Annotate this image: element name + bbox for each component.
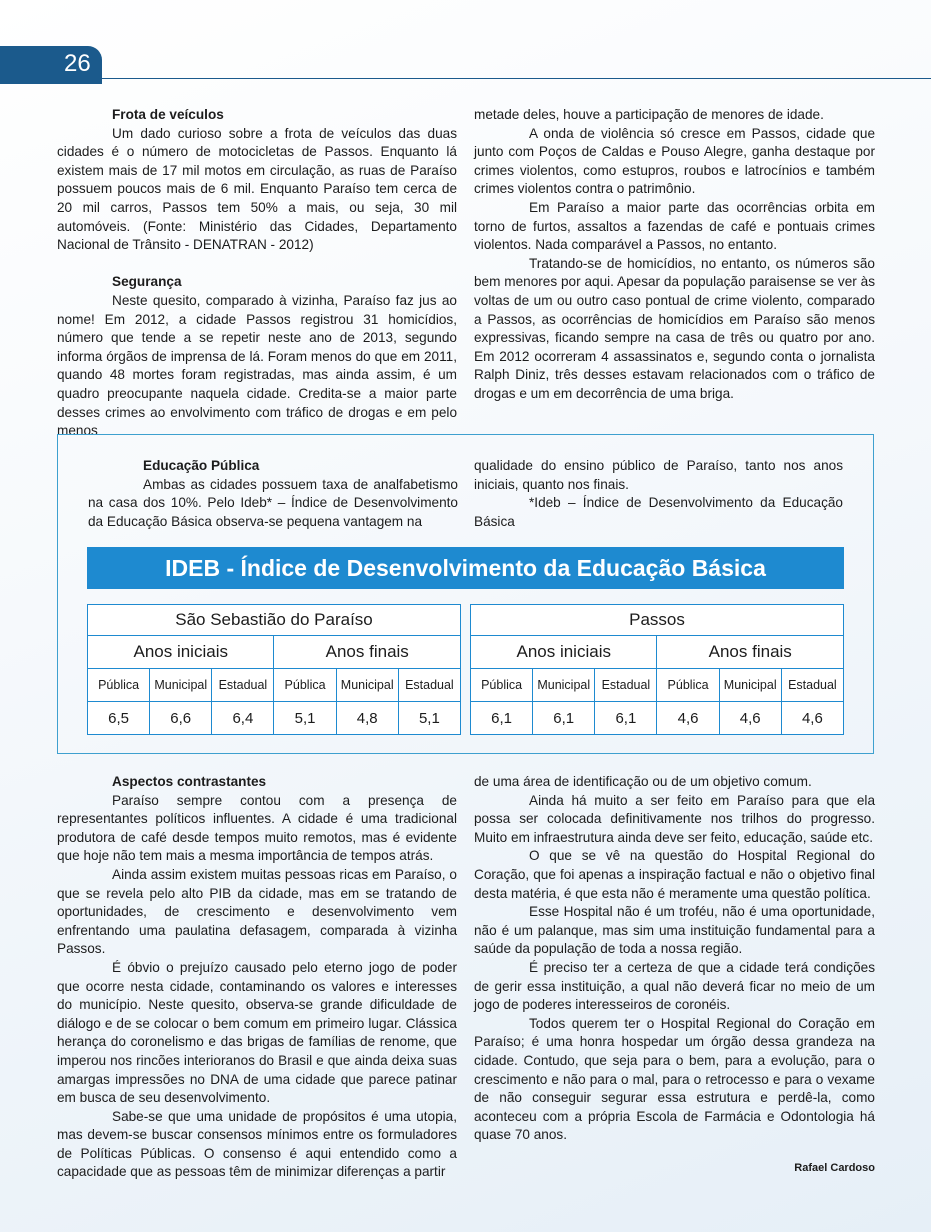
ideb-value: 6,5 <box>88 702 150 735</box>
ideb-table-paraiso <box>87 604 461 735</box>
ideb-value: 5,1 <box>274 702 336 735</box>
education-right-column <box>474 457 843 531</box>
city-name: São Sebastião do Paraíso <box>88 605 461 636</box>
ideb-banner: IDEB - Índice de Desenvolvimento da Educação Básica <box>87 547 844 589</box>
paragraph: de uma área de identificação ou de um objetivo comum. <box>474 774 812 789</box>
header-rule <box>102 78 931 79</box>
paragraph: Esse Hospital não é um troféu, não é uma oportunidade, não é um palanque, mas sim uma instituição fundamental para a saúde da população de toda a nossa região. <box>474 904 875 957</box>
bottom-right-column <box>474 773 875 1145</box>
network-label: Estadual <box>212 669 274 702</box>
paragraph: É óbvio o prejuízo causado pelo eterno jogo de poder que ocorre nesta cidade, contaminando os valores e interesses do município. Neste quesito, observa-se grande dificuldade de diálogo e de se colocar o bem comum em primeiro lugar. Clássica herança do coronelismo e das brigas de famílias de renome, que imperou nos rincões interioranos do Brasil e que ainda deixa suas amargas impressões no DNA de uma cidade que parece patinar em busca de seu desenvolvimento. <box>57 959 457 1106</box>
network-label: Pública <box>471 669 533 702</box>
paragraph: Um dado curioso sobre a frota de veículos das duas cidades é o número de motocicletas de Passos. Enquanto lá existem mais de 17 mil motos em circulação, as ruas de Paraíso possuem poucos mais de 6 mil. Enquanto Paraíso tem cerca de 20 mil carros, Passos tem 50% a mais, ou seja, 30 mil automóveis. (Fonte: Ministério das Cidades, Departamento Nacional de Trânsito - DENATRAN - 2012) <box>57 125 457 253</box>
education-left-column <box>88 457 458 531</box>
city-name: Passos <box>471 605 844 636</box>
network-label: Pública <box>88 669 150 702</box>
ideb-value: 6,6 <box>150 702 212 735</box>
paragraph: Paraíso sempre contou com a presença de representantes políticos influentes. A cidade é uma tradicional produtora de café desde tempos muito remotos, mas é evidente que hoje não tem mais a mesma importância de tempos atrás. <box>57 792 457 864</box>
stage-label: Anos finais <box>657 636 844 669</box>
paragraph: Tratando-se de homicídios, no entanto, os números são bem menores por aqui. Apesar da população paraisense se ver às voltas de um ou outro caso pontual de crime violento, comparado a Passos, as ocorrências de homicídios em Paraíso são menos expressivas, ficando sempre na casa de três ou quatro por ano. Em 2012 ocorreram 4 assassinatos e, segundo conta o jornalista Ralph Diniz, três desses estavam relacionados com o tráfico de drogas e um em decorrência de uma briga. <box>474 255 875 401</box>
stage-label: Anos iniciais <box>471 636 657 669</box>
page-number: 26 <box>64 50 91 77</box>
ideb-value: 6,1 <box>595 702 657 735</box>
top-left-column <box>57 106 457 441</box>
network-label: Estadual <box>595 669 657 702</box>
paragraph: Ainda assim existem muitas pessoas ricas em Paraíso, o que se revela pelo alto PIB da cidade, mas em se tratando de oportunidades, de crescimento e desenvolvimento vem enfrentando uma paulatina defasagem, comparada à vizinha Passos. <box>57 866 457 957</box>
ideb-table-passos <box>470 604 844 735</box>
paragraph: A onda de violência só cresce em Passos, cidade que junto com Poços de Caldas e Pouso Alegre, ganha destaque por crimes violentos, como estupros, roubos e latrocínios e também crimes violentos contra o patrimônio. <box>474 125 875 197</box>
paragraph: Em Paraíso a maior parte das ocorrências orbita em torno de furtos, assaltos a fazendas de café e pontuais crimes violentos. Nada comparável a Passos, no entanto. <box>474 199 875 253</box>
stage-label: Anos iniciais <box>88 636 274 669</box>
paragraph: Todos querem ter o Hospital Regional do Coração em Paraíso; é uma honra hospedar um órgão dessa grandeza na cidade. Contudo, que seja para o bem, para a evolução, para o crescimento e não para o mal, para o retrocesso e para o vexame de não conseguir segurar essa estrutura e perdê-la, como aconteceu com a própria Escola de Farmácia e Odontologia há quase 70 anos. <box>474 1015 875 1143</box>
network-label: Municipal <box>336 669 398 702</box>
paragraph: Ambas as cidades possuem taxa de analfabetismo na casa dos 10%. Pelo Ideb* – Índice de Desenvolvimento da Educação Básica observa-se pequena vantagem na <box>88 476 458 529</box>
paragraph: Ainda há muito a ser feito em Paraíso para que ela possa ser colocada definitivamente nos trilhos do progresso. Muito em infraestrutura ainda deve ser feito, educação, saúde etc. <box>474 792 875 845</box>
paragraph: metade deles, houve a participação de menores de idade. <box>474 107 824 122</box>
network-label: Pública <box>274 669 336 702</box>
author-signature: Rafael Cardoso <box>794 1162 875 1174</box>
ideb-value: 6,1 <box>533 702 595 735</box>
network-label: Municipal <box>150 669 212 702</box>
paragraph: Neste quesito, comparado à vizinha, Paraíso faz jus ao nome! Em 2012, a cidade Passos registrou 31 homicídios, número que tende a se repetir neste ano de 2013, segundo informa órgãos de imprensa de lá. Foram menos do que em 2011, quando 48 mortes foram registradas, mas ainda assim, é um quadro preocupante naquela cidade. Credita-se a maior parte desses crimes ao envolvimento com tráfico de drogas e em pelo menos <box>57 292 457 439</box>
paragraph: qualidade do ensino público de Paraíso, tanto nos anos iniciais, quanto nos finais. <box>474 458 843 492</box>
network-label: Municipal <box>533 669 595 702</box>
ideb-value: 4,6 <box>781 702 843 735</box>
network-label: Estadual <box>781 669 843 702</box>
network-label: Municipal <box>719 669 781 702</box>
stage-label: Anos finais <box>274 636 461 669</box>
heading-educacao: Educação Pública <box>143 458 260 473</box>
spacer <box>57 255 457 274</box>
paragraph: É preciso ter a certeza de que a cidade terá condições de gerir essa instituição, a qual não deverá ficar no meio de um jogo de poderes interesseiros de coronéis. <box>474 959 875 1013</box>
paragraph: O que se vê na questão do Hospital Regional do Coração, que foi apenas a inspiração factual e não o objetivo final desta matéria, é que esta não é meramente uma questão política. <box>474 848 875 901</box>
paragraph: Sabe-se que uma unidade de propósitos é uma utopia, mas devem-se buscar consensos mínimos entre os formuladores de Políticas Públicas. O consenso é aqui entendido como a capacidade que as pessoas têm de minimizar diferenças a partir <box>57 1108 457 1180</box>
network-label: Estadual <box>398 669 460 702</box>
footnote: *Ideb – Índice de Desenvolvimento da Educação Básica <box>474 495 843 529</box>
heading-aspectos: Aspectos contrastantes <box>112 774 267 789</box>
bottom-left-column <box>57 773 457 1182</box>
heading-seguranca: Segurança <box>112 274 182 290</box>
ideb-value: 6,4 <box>212 702 274 735</box>
ideb-value: 5,1 <box>398 702 460 735</box>
ideb-value: 6,1 <box>471 702 533 735</box>
network-label: Pública <box>657 669 719 702</box>
heading-frota: Frota de veículos <box>112 107 224 122</box>
ideb-value: 4,6 <box>719 702 781 735</box>
top-right-column <box>474 106 875 404</box>
ideb-value: 4,6 <box>657 702 719 735</box>
ideb-value: 4,8 <box>336 702 398 735</box>
